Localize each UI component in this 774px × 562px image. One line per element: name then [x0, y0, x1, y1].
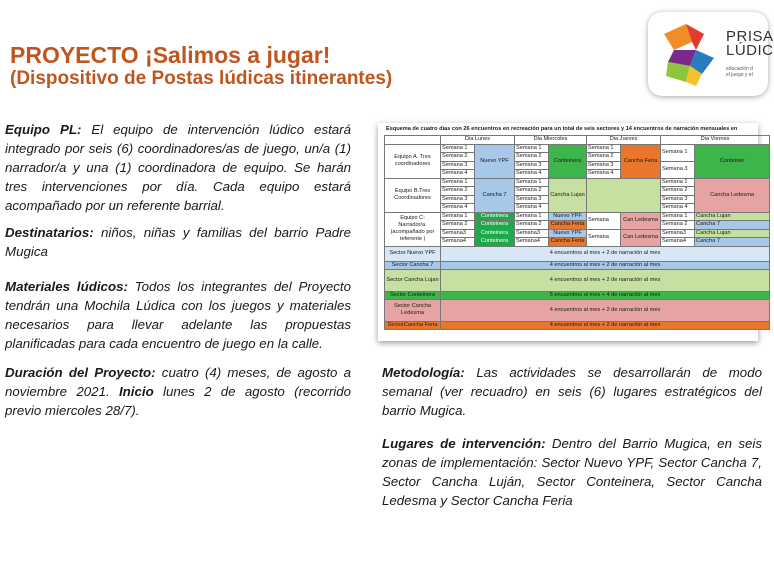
- place-cell: Cancha Ledesma: [695, 178, 770, 212]
- sector-name: Sector Conteinera: [385, 291, 441, 299]
- week-cell: Semana 3: [441, 195, 475, 204]
- day-header: Dia Miercoles: [515, 136, 587, 145]
- table-row: [385, 178, 770, 187]
- paragraph-destinatarios: [5, 223, 351, 261]
- team-b-cell: Equipo B.Tres Coordinadores: [385, 178, 441, 212]
- week-cell: Semana 1: [515, 178, 549, 187]
- week-cell: Semana 2: [587, 153, 621, 162]
- sector-row: [385, 261, 770, 269]
- week-cell: Semana 4: [441, 170, 475, 179]
- table-row: [385, 229, 770, 238]
- week-cell: Semana 1: [441, 212, 475, 221]
- inicio-label: Inicio: [118, 384, 154, 399]
- slide-title: [10, 42, 392, 90]
- sector-summary: 4 encuentros al mes + 2 de narración al mes: [441, 321, 770, 329]
- week-cell: Semana 4: [587, 170, 621, 179]
- logo-brand-line-1: PRISA: [726, 28, 774, 45]
- prism-logo-icon: [656, 20, 726, 90]
- duracion-label: Duración del Proyecto:: [5, 365, 156, 380]
- place-cell: Can Ledesma: [621, 212, 661, 229]
- prisma-ludico-logo: [648, 12, 774, 96]
- place-cell: Conteinera: [475, 229, 515, 238]
- week-cell: Semana 2: [661, 187, 695, 196]
- place-cell: Conteinera: [475, 238, 515, 247]
- duracion-text: cuatro (4) meses, de agosto a noviembre 2021.: [5, 365, 352, 399]
- week-cell: Semana 2: [441, 153, 475, 162]
- sector-name: Sector Nuevo YPF: [385, 246, 441, 261]
- week-cell: Semana 3: [515, 195, 549, 204]
- week-cell: Semana 1: [661, 178, 695, 187]
- week-cell: Semana 1: [661, 212, 695, 221]
- team-a-cell: Equipo A. Tres coordinadores: [385, 144, 441, 178]
- day-header: Dia Jueves: [587, 136, 661, 145]
- week-cell: Semana 2: [515, 221, 549, 230]
- place-cell: Nuevo YPF: [549, 229, 587, 238]
- place-cell: Conteiner: [695, 144, 770, 178]
- table-row: [385, 144, 770, 153]
- sector-row: [385, 291, 770, 299]
- inicio-text: lunes 2 de agosto (recorrido previo miercoles 28/7).: [5, 384, 352, 418]
- week-cell: Semana 1: [441, 178, 475, 187]
- materiales-text: Todos los integrantes del Proyecto tendrán una Mochila Lúdica con los juegos y materiales necesarios para llevar adelante las propuestas planificadas para cada encuentro de juego en la calle.: [5, 279, 351, 351]
- schedule-table: [384, 135, 770, 330]
- week-cell: Semana 1: [441, 144, 475, 153]
- week-cell: Semana: [587, 229, 621, 246]
- logo-tagline-line-1: educación d: [726, 66, 753, 72]
- week-cell: Semana 4: [515, 170, 549, 179]
- title-line-2: (Dispositivo de Postas lúdicas itinerantes): [10, 68, 393, 90]
- place-cell: Conteinera: [475, 212, 515, 221]
- place-cell: Conteinera: [549, 144, 587, 178]
- week-cell: Semana 1: [587, 144, 621, 153]
- metodologia-label: Metodología:: [382, 365, 465, 380]
- place-cell: Cancha 7: [475, 178, 515, 212]
- week-cell: Semana 2: [441, 187, 475, 196]
- team-c-cell: Equipo C: Narrador/a. (acompañado por referente ): [385, 212, 441, 246]
- sector-row: [385, 246, 770, 261]
- sector-row: [385, 269, 770, 291]
- sector-name: Sector Cancha Lujan: [385, 269, 441, 291]
- week-cell: Semana 1: [661, 144, 695, 161]
- table-row: [385, 238, 770, 247]
- table-row: [385, 212, 770, 221]
- week-cell: Semana: [587, 212, 621, 229]
- place-cell: Can Ledesma: [621, 229, 661, 246]
- sector-name: Sector Cancha Ledesma: [385, 299, 441, 321]
- week-cell: Semana 4: [661, 204, 695, 213]
- day-header: Dia Lunes: [441, 136, 515, 145]
- week-cell: Semana 4: [515, 204, 549, 213]
- place-cell: Cancha 7: [695, 238, 770, 247]
- sector-row: [385, 321, 770, 329]
- sector-summary: 4 encuentros al mes + 2 de narración al mes: [441, 299, 770, 321]
- week-cell: Semana3: [441, 229, 475, 238]
- materiales-label: Materiales lúdicos:: [5, 279, 128, 294]
- destinatarios-label: Destinatarios:: [5, 225, 94, 240]
- week-cell: Semana4: [515, 238, 549, 247]
- sector-summary: 4 encuentros al mes + 2 de narración al mes: [441, 269, 770, 291]
- week-cell: Semana 2: [441, 221, 475, 230]
- schedule-table-image: [378, 123, 758, 341]
- week-cell: Semana4: [441, 238, 475, 247]
- place-cell: Cancha 7: [695, 221, 770, 230]
- week-cell: Semana 3: [441, 161, 475, 170]
- week-cell: Semana 3: [661, 195, 695, 204]
- table-row: [385, 136, 770, 145]
- sector-name: SectorCancha Feria: [385, 321, 441, 329]
- sector-summary: 5 encuentros al mes + 4 de narración al mes: [441, 291, 770, 299]
- table-row: [385, 221, 770, 230]
- equipo-label: Equipo PL:: [5, 122, 82, 137]
- place-cell: Nuevo YPF: [475, 144, 515, 178]
- place-cell: Cancha Feria: [621, 144, 661, 178]
- paragraph-metodologia: [382, 363, 762, 420]
- week-cell: Semana 3: [587, 161, 621, 170]
- week-cell: Semana 3: [661, 161, 695, 178]
- metodologia-text: Las actividades se desarrollarán de modo semanal (ver recuadro) en seis (6) lugares estratégicos del barrio Mugica.: [382, 365, 762, 418]
- title-line-1: PROYECTO ¡Salimos a jugar!: [10, 42, 331, 68]
- place-cell: Cancha Feria: [549, 221, 587, 230]
- week-cell: Semana 1: [515, 212, 549, 221]
- place-cell: Conteinera: [475, 221, 515, 230]
- week-cell: Semana 4: [441, 204, 475, 213]
- logo-tagline-line-2: el juego y el: [726, 72, 753, 78]
- place-cell: Nuevo YPF: [549, 212, 587, 221]
- logo-tagline: [726, 66, 753, 78]
- sector-row: [385, 299, 770, 321]
- equipo-text: El equipo de intervención lúdico estará integrado por seis (6) coordinadores/as de juego, un/a (1) narrador/a y una (1) coordinadora de equipo. Se harán tres intervenciones por día. Cada equipo estará acompañado por un referente barrial.: [5, 122, 351, 213]
- week-cell: Semana 2: [515, 153, 549, 162]
- schedule-heading: Esquema de cuatro días con 26 encuentros en recreación para un total de seis sectores y 14 encuentros de narración mensuales en: [386, 126, 738, 132]
- place-cell: Cancha Lujan: [695, 212, 770, 221]
- day-header: Dia Viernes: [661, 136, 770, 145]
- destinatarios-text: niños, niñas y familias del barrio Padre Mugica: [5, 225, 351, 259]
- logo-brand-line-2: LÚDIC: [726, 42, 774, 60]
- place-cell: Cancha Feria: [549, 238, 587, 247]
- week-cell: Semana 3: [515, 161, 549, 170]
- empty-cell: [587, 178, 661, 212]
- week-cell: Semana 2: [515, 187, 549, 196]
- week-cell: Semana3: [515, 229, 549, 238]
- lugares-label: Lugares de intervención:: [382, 436, 546, 451]
- week-cell: Semana 1: [515, 144, 549, 153]
- logo-brand: [726, 30, 774, 59]
- week-cell: Semana4: [661, 238, 695, 247]
- lugares-text: Dentro del Barrio Mugica, en seis zonas de implementación: Sector Nuevo YPF, Sector Cancha 7, Sector Cancha Luján, Sector Conteinera, Sector Cancha Ledesma y Sector Cancha Feria: [382, 436, 762, 508]
- paragraph-equipo: [5, 120, 351, 215]
- week-cell: Semana3: [661, 229, 695, 238]
- paragraph-duracion: [5, 363, 351, 420]
- place-cell: Cancha Lujan: [549, 178, 587, 212]
- week-cell: Semana 2: [661, 221, 695, 230]
- place-cell: Cancha Lujan: [695, 229, 770, 238]
- sector-summary: 4 encuentros al mes + 2 de narración al mes: [441, 246, 770, 261]
- paragraph-lugares: [382, 434, 762, 510]
- paragraph-materiales: [5, 277, 351, 353]
- sector-name: Sector Cancha 7: [385, 261, 441, 269]
- sector-summary: 4 encuentros al mes + 2 de narración al mes: [441, 261, 770, 269]
